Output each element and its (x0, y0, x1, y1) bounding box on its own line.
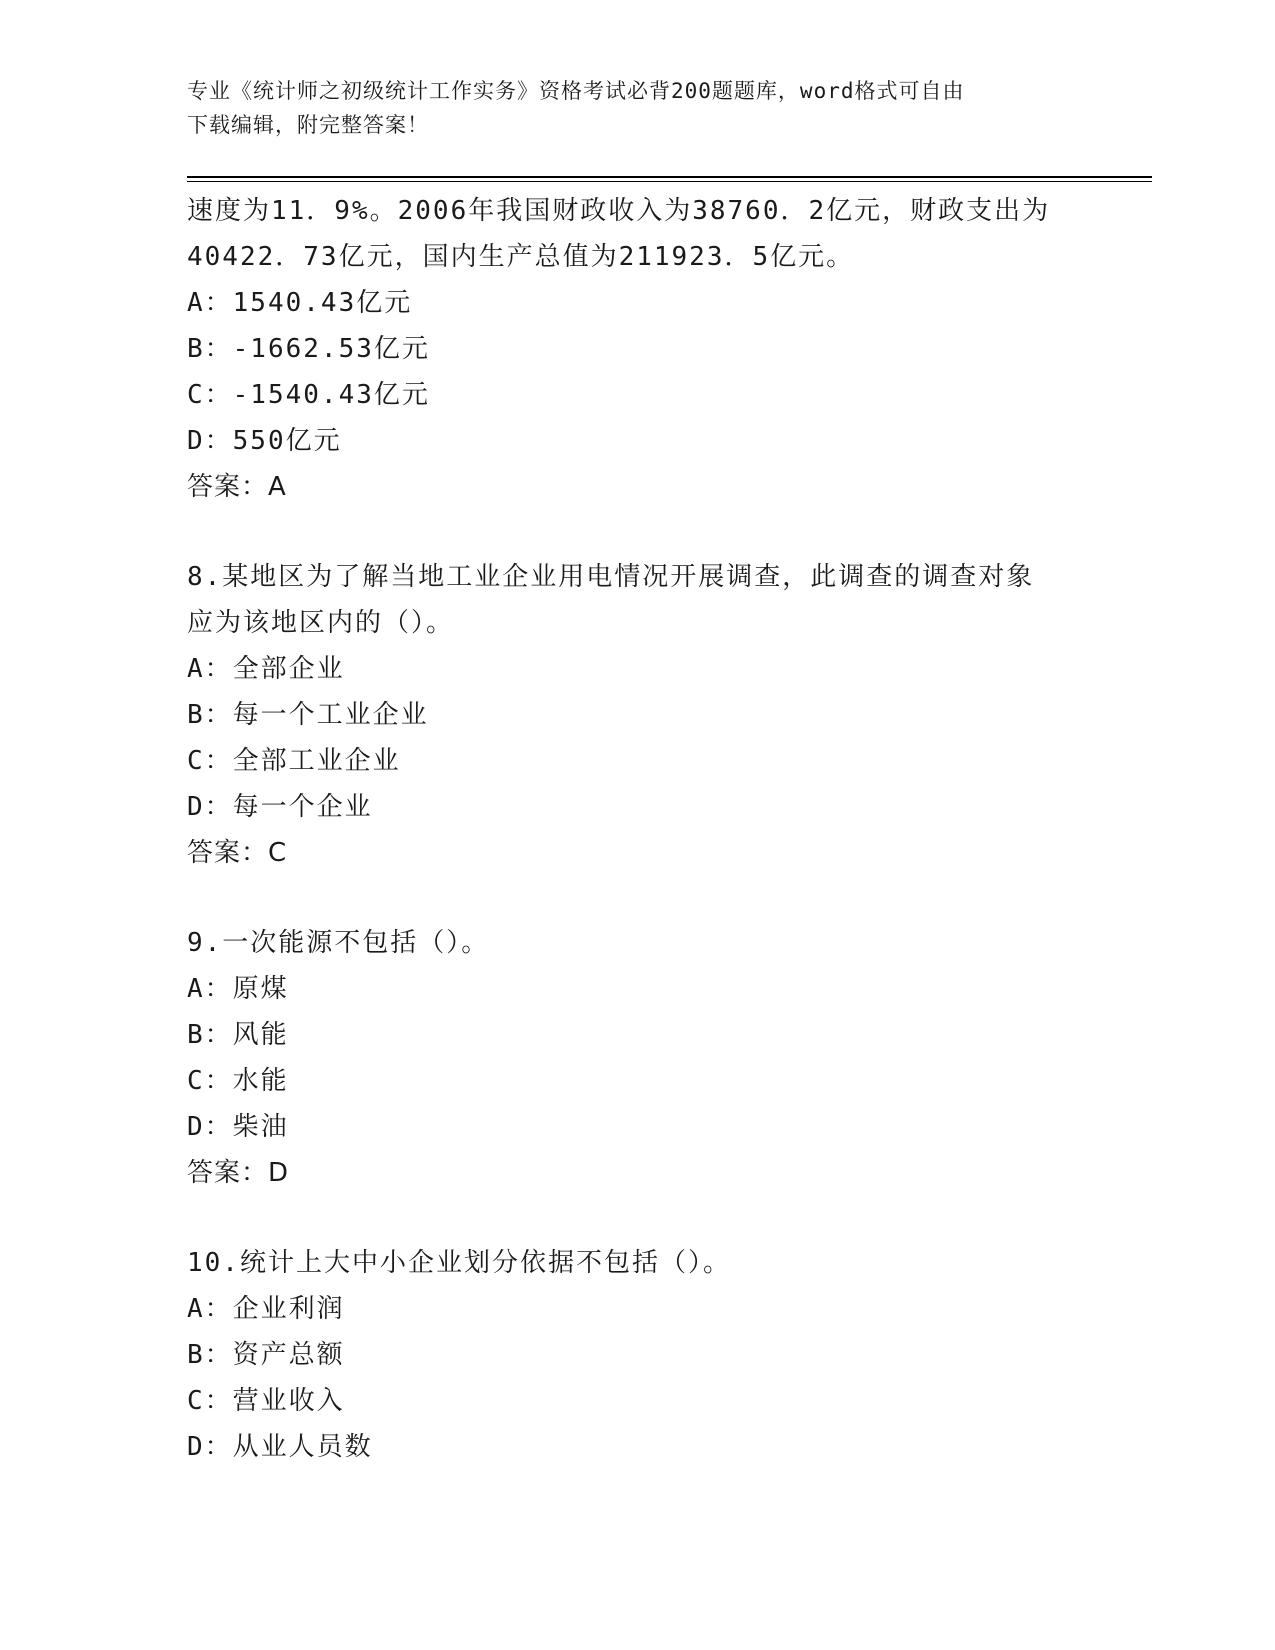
question-text-line: 40422．73亿元，国内生产总值为211923．5亿元。 (187, 242, 855, 272)
option-d: D：每一个企业 (187, 792, 373, 822)
option-a: A：企业利润 (187, 1294, 345, 1324)
header-divider-thick (187, 176, 1152, 178)
answer-label: 答案：D (187, 1158, 290, 1188)
question-text-line: 应为该地区内的（）。 (187, 608, 455, 638)
question-text-line: 9.一次能源不包括（）。 (187, 928, 490, 958)
answer-label: 答案：C (187, 838, 288, 868)
option-c: C：营业收入 (187, 1386, 345, 1416)
question-7-continued (187, 188, 1117, 510)
option-d: D：从业人员数 (187, 1432, 373, 1462)
question-content (187, 188, 1117, 1470)
question-10 (187, 1240, 1117, 1470)
option-d: D：柴油 (187, 1112, 289, 1142)
page-header: 专业《统计师之初级统计工作实务》资格考试必背200题题库，word格式可自由 下载编辑，附完整答案！ (187, 79, 965, 137)
option-c: C：水能 (187, 1066, 289, 1096)
header-divider-thin (187, 181, 1152, 182)
question-text-line: 速度为11．9%。2006年我国财政收入为38760．2亿元，财政支出为 (187, 196, 1051, 226)
option-b: B：每一个工业企业 (187, 700, 429, 730)
option-a: A：1540.43亿元 (187, 288, 413, 318)
question-9 (187, 920, 1117, 1196)
option-b: B：资产总额 (187, 1340, 345, 1370)
option-a: A：全部企业 (187, 654, 345, 684)
option-c: C：-1540.43亿元 (187, 380, 430, 410)
question-8 (187, 554, 1117, 876)
question-text-line: 8.某地区为了解当地工业企业用电情况开展调查，此调查的调查对象 (187, 562, 1035, 592)
option-c: C：全部工业企业 (187, 746, 401, 776)
option-d: D：550亿元 (187, 426, 342, 456)
option-a: A：原煤 (187, 974, 289, 1004)
option-b: B：风能 (187, 1020, 289, 1050)
answer-label: 答案：A (187, 472, 287, 502)
question-text-line: 10.统计上大中小企业划分依据不包括（）。 (187, 1248, 731, 1278)
option-b: B：-1662.53亿元 (187, 334, 430, 364)
